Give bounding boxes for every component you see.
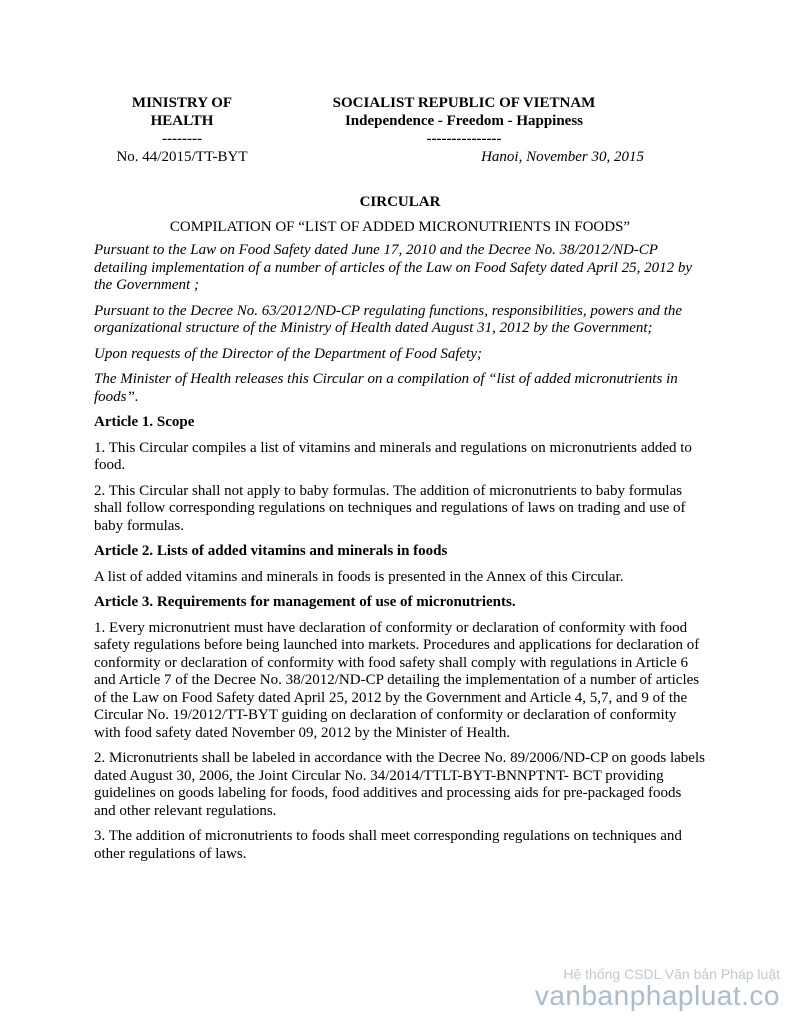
preamble-paragraph: The Minister of Health releases this Circular on a compilation of “list of added micronutrients in foods”. bbox=[94, 371, 678, 405]
watermark-caption: Hệ thống CSDL Văn bản Pháp luật bbox=[563, 966, 780, 982]
issuing-authority bbox=[94, 94, 270, 148]
article-heading: Article 3. Requirements for management of use of micronutrients. bbox=[94, 594, 516, 610]
preamble-paragraph: Upon requests of the Director of the Department of Food Safety; bbox=[94, 345, 482, 362]
article-paragraph: 2. Micronutrients shall be labeled in accordance with the Decree No. 89/2006/ND-CP on goods labels dated August 30, 2006, the Joint Circular No. 34/2014/TTLT-BYT-BNNPTNT- BCT providing guidelines on goods labeling for foods, food additives and processing aids for pre-packaged foods and other relevant regulations. bbox=[94, 750, 705, 819]
watermark-site: vanbanphapluat.co bbox=[534, 980, 780, 1011]
ministry-separator: -------- bbox=[162, 131, 202, 147]
preamble-paragraph: Pursuant to the Decree No. 63/2012/ND-CP regulating functions, responsibilities, powers and the organizational structure of the Ministry of Health dated August 31, 2012 by the Government; bbox=[94, 302, 683, 336]
article-paragraph: A list of added vitamins and minerals in foods is presented in the Annex of this Circular. bbox=[94, 568, 624, 585]
preamble-paragraph: Pursuant to the Law on Food Safety dated June 17, 2010 and the Decree No. 38/2012/ND-CP detailing implementation of a number of articles of the Law on Food Safety dated April 25, 2012 by the Government ; bbox=[94, 242, 693, 293]
article-heading: Article 1. Scope bbox=[94, 414, 195, 430]
national-motto: Independence - Freedom - Happiness bbox=[344, 113, 584, 129]
republic-separator: --------------- bbox=[426, 131, 502, 147]
document-number: No. 44/2015/TT-BYT bbox=[116, 149, 248, 165]
document-subtitle: COMPILATION OF “LIST OF ADDED MICRONUTRIENTS IN FOODS” bbox=[169, 219, 631, 235]
document-title: CIRCULAR bbox=[359, 194, 441, 210]
ministry-line-1: MINISTRY OF bbox=[131, 95, 233, 111]
document-header bbox=[94, 94, 706, 174]
national-title bbox=[304, 94, 624, 148]
republic-name: SOCIALIST REPUBLIC OF VIETNAM bbox=[332, 95, 596, 111]
document-page bbox=[94, 94, 706, 863]
article-paragraph: 2. This Circular shall not apply to baby formulas. The addition of micronutrients to baby formulas shall follow corresponding regulations on techniques and regulations of laws on trading and use of baby formulas. bbox=[94, 482, 686, 534]
article-heading: Article 2. Lists of added vitamins and minerals in foods bbox=[94, 543, 448, 559]
article-paragraph: 1. Every micronutrient must have declaration of conformity or declaration of conformity with food safety regulations before being launched into markets. Procedures and applications for declaration of conformity or declaration of conformity with food safety shall comply with regulations in Article 6 and Article 7 of the Decree No. 38/2012/ND-CP detailing the implementation of a number of articles of the Law on Food Safety dated April 25, 2012 by the Government and Article 4, 5,7, and 9 of the Circular No. 19/2012/TT-BYT guiding on declaration of conformity or declaration of conformity with food safety dated November 09, 2012 by the Minister of Health. bbox=[94, 619, 700, 741]
article-paragraph: 1. This Circular compiles a list of vitamins and minerals and regulations on micronutrients added to food. bbox=[94, 439, 692, 473]
article-paragraph: 3. The addition of micronutrients to foods shall meet corresponding regulations on techniques and other regulations of laws. bbox=[94, 828, 682, 862]
ministry-line-2: HEALTH bbox=[150, 113, 214, 129]
place-date: Hanoi, November 30, 2015 bbox=[481, 149, 644, 165]
